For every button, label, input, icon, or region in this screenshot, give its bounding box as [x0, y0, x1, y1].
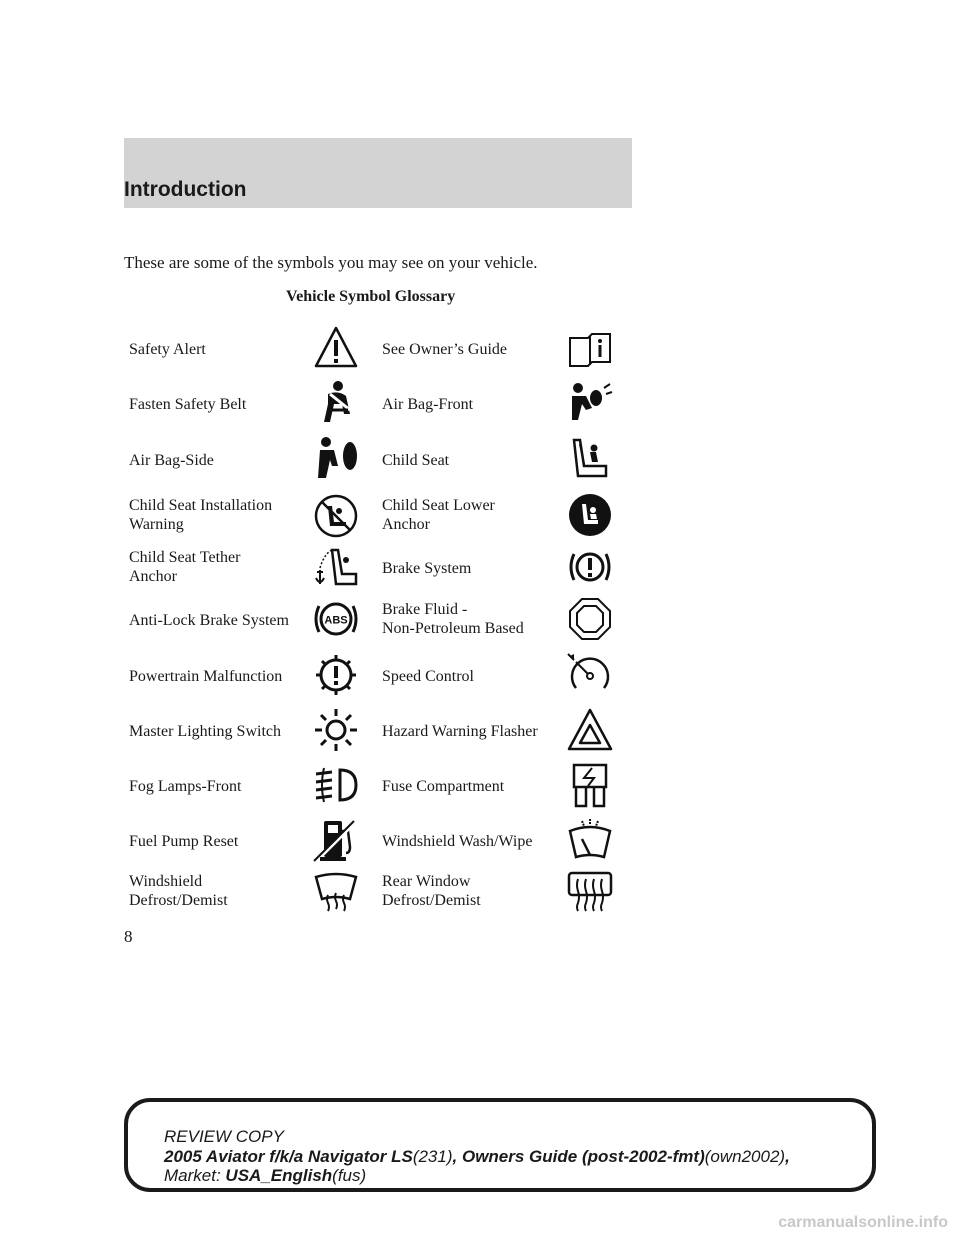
symbol-label: Child Seat Tether Anchor — [129, 549, 241, 585]
brake-fluid-icon — [566, 596, 614, 642]
master-lighting-icon — [312, 707, 360, 753]
watermark-text[interactable]: carmanualsonline.info — [778, 1214, 948, 1231]
symbol-label: Child Seat Installation Warning — [129, 497, 273, 533]
symbol-label: Powertrain Malfunction — [129, 668, 283, 685]
powertrain-malfunction-icon — [312, 652, 360, 698]
fuel-pump-reset-icon — [312, 817, 360, 863]
symbol-label: Child Seat Lower Anchor — [382, 497, 495, 533]
safety-alert-icon — [312, 324, 360, 370]
wash-wipe-icon — [566, 817, 614, 863]
footer-vehicle-line — [164, 1147, 790, 1167]
windshield-defrost-icon — [312, 869, 360, 915]
glossary-title: Vehicle Symbol Glossary — [286, 288, 456, 305]
symbol-label: Safety Alert — [129, 341, 206, 358]
abs-icon — [312, 596, 360, 642]
symbol-label: Fuel Pump Reset — [129, 833, 239, 850]
footer-vehicle-code: (231) — [412, 1147, 453, 1166]
seat-belt-icon — [312, 380, 360, 426]
owners-guide-icon — [566, 324, 614, 370]
hazard-warning-icon — [566, 707, 614, 753]
symbol-label: Anti-Lock Brake System — [129, 612, 289, 629]
symbol-label: Brake System — [382, 560, 472, 577]
symbol-label: Brake Fluid - Non-Petroleum Based — [382, 601, 524, 637]
intro-text: These are some of the symbols you may see on your vehicle. — [124, 253, 538, 272]
speed-control-icon — [566, 652, 614, 698]
symbol-label: See Owner’s Guide — [382, 341, 508, 358]
symbol-label: Hazard Warning Flasher — [382, 723, 538, 740]
symbol-label: Air Bag-Side — [129, 452, 214, 469]
symbol-label: Master Lighting Switch — [129, 723, 281, 740]
footer-vehicle: 2005 Aviator f/k/a Navigator LS — [164, 1147, 413, 1166]
footer-comma: , — [785, 1147, 790, 1166]
footer-market-code: (fus) — [332, 1166, 367, 1185]
child-seat-tether-icon — [312, 544, 360, 590]
child-seat-icon — [566, 436, 614, 482]
symbol-label: Air Bag-Front — [382, 396, 474, 413]
footer-guide-code: (own2002) — [704, 1147, 786, 1166]
symbol-label: Rear Window Defrost/Demist — [382, 873, 481, 909]
footer-comma: , — [452, 1147, 458, 1166]
footer-market-line — [164, 1166, 366, 1186]
child-seat-lower-anchor-icon — [566, 492, 614, 538]
symbol-label: Speed Control — [382, 668, 474, 685]
brake-system-icon — [566, 544, 614, 590]
footer-market-label: Market: — [164, 1166, 221, 1185]
symbol-label: Windshield Defrost/Demist — [129, 873, 228, 909]
abs-icon-text: ABS — [324, 614, 348, 627]
symbol-label: Fasten Safety Belt — [129, 396, 247, 413]
fuse-icon — [566, 762, 614, 808]
page-number: 8 — [124, 927, 133, 946]
symbol-label: Windshield Wash/Wipe — [382, 833, 533, 850]
rear-defrost-icon — [566, 869, 614, 915]
footer-market: USA_English — [225, 1166, 333, 1185]
symbol-label: Child Seat — [382, 452, 450, 469]
symbol-label: Fuse Compartment — [382, 778, 505, 795]
section-title: Introduction — [124, 178, 247, 201]
air-bag-side-icon — [312, 436, 360, 482]
footer-review-copy: REVIEW COPY — [164, 1127, 284, 1146]
air-bag-front-icon — [566, 380, 614, 426]
symbol-label: Fog Lamps-Front — [129, 778, 242, 795]
fog-lamps-icon — [312, 762, 360, 808]
footer-guide: Owners Guide (post-2002-fmt) — [461, 1147, 705, 1166]
child-seat-warning-icon — [312, 492, 360, 538]
